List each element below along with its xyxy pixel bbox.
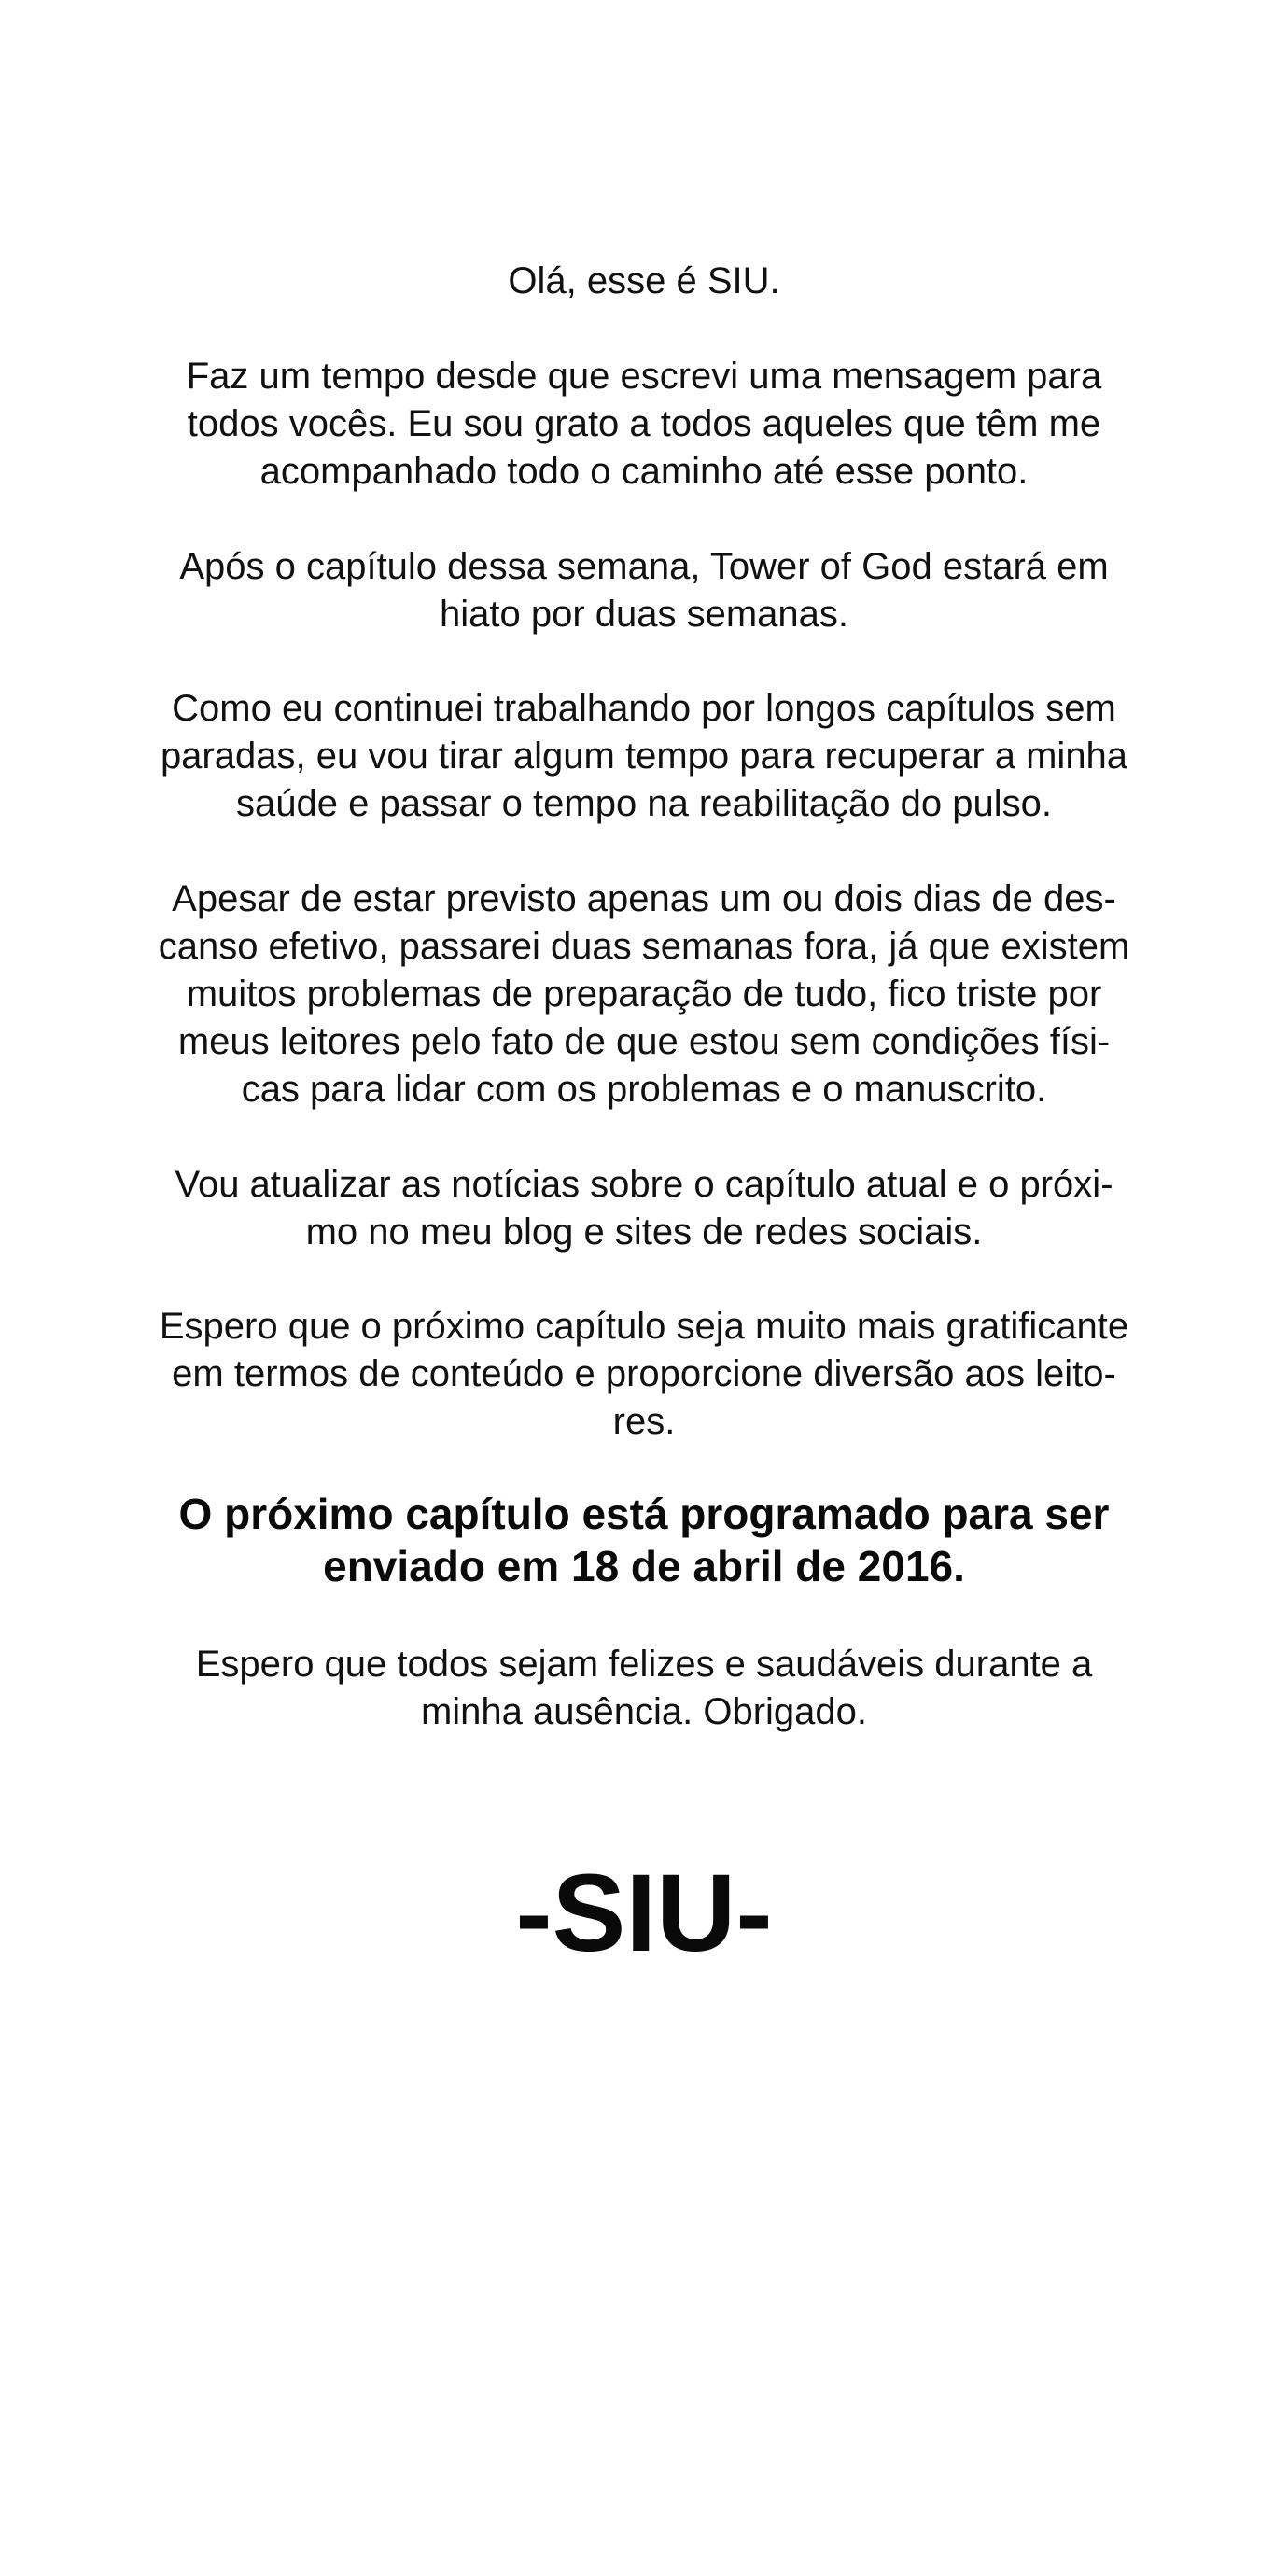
paragraph-updates [84,1161,1204,1256]
paragraph-line: muitos problemas de preparação de tudo, fico triste por [186,973,1102,1015]
closing-message [84,1641,1204,1736]
greeting [84,258,1204,305]
paragraph-line: hiato por duas semanas. [439,594,849,635]
paragraph-line: mo no meu blog e sites de redes sociais. [305,1211,983,1253]
paragraph-line: todos vocês. Eu sou grato a todos aqueles que têm me [187,403,1101,444]
paragraph-health [84,685,1204,828]
paragraph-next-chapter-hope [84,1303,1204,1446]
closing-line: Espero que todos sejam felizes e saudáveis durante a [195,1644,1093,1685]
paragraph-line: res. [612,1401,676,1442]
paragraph-thanks [84,353,1204,496]
paragraph-line: canso efetivo, passarei duas semanas fora, já que existem [158,926,1130,967]
paragraph-line: paradas, eu vou tirar algum tempo para recuperar a minha [160,735,1128,777]
paragraph-line: meus leitores pelo fato de que estou sem condições físi- [177,1021,1111,1062]
schedule-announcement [84,1488,1204,1592]
paragraph-line: Vou atualizar as notícias sobre o capítulo atual e o próxi- [175,1164,1113,1205]
paragraph-hiatus [84,543,1204,638]
paragraph-line: Como eu continuei trabalhando por longos capítulos sem [172,688,1116,729]
paragraph-line: Faz um tempo desde que escrevi uma mensagem para [186,356,1102,397]
paragraph-line: saúde e passar o tempo na reabilitação do pulso. [236,783,1052,824]
paragraph-line: Apesar de estar previsto apenas um ou dois dias de des- [172,878,1116,919]
author-signature: -SIU- [515,1852,773,1975]
greeting-line: Olá, esse é SIU. [508,260,780,301]
schedule-line: O próximo capítulo está programado para ser [178,1490,1110,1538]
paragraph-line: cas para lidar com os problemas e o manuscrito. [241,1069,1047,1110]
paragraph-line: acompanhado todo o caminho até esse ponto. [259,451,1029,492]
paragraph-rest [84,875,1204,1113]
schedule-line: enviado em 18 de abril de 2016. [323,1542,965,1590]
paragraph-line: em termos de conteúdo e proporcione diversão aos leito- [172,1353,1116,1394]
closing-line: minha ausência. Obrigado. [420,1691,868,1732]
paragraph-line: Espero que o próximo capítulo seja muito mais gratificante [159,1306,1129,1347]
paragraph-line: Após o capítulo dessa semana, Tower of God estará em [179,546,1109,587]
